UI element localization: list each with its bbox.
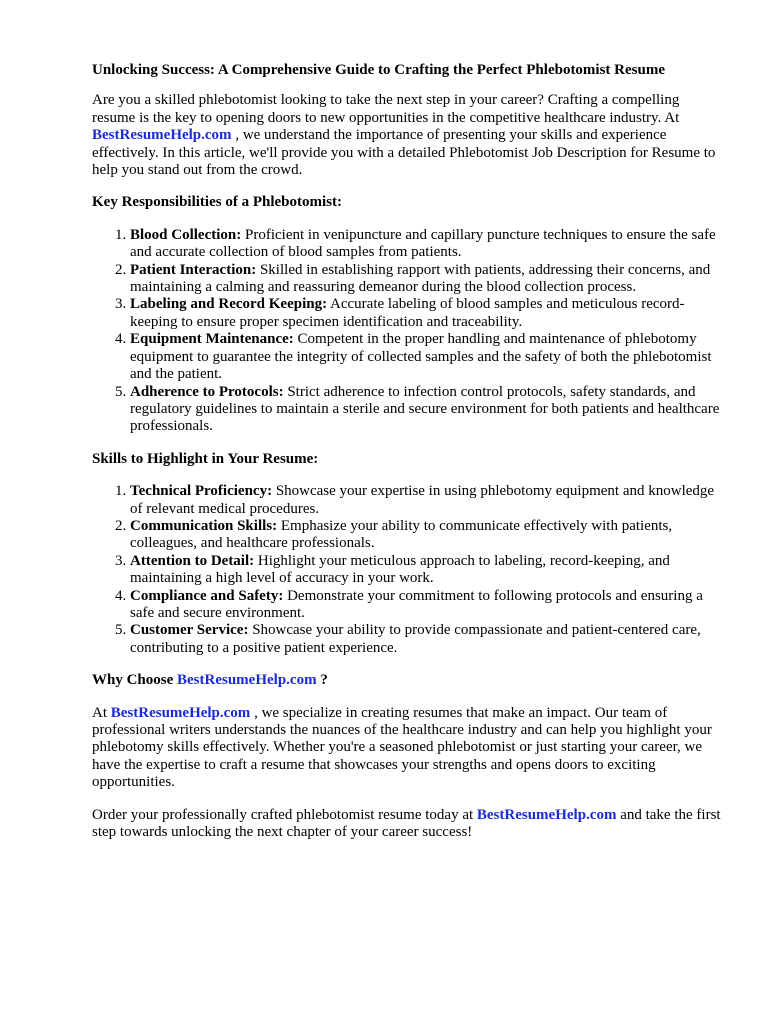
list-item-text: Emphasize your ability to communicate effectively with patients, colleagues, and healthcare professionals. [130, 517, 673, 552]
list-item-term: Blood Collection: [130, 226, 242, 243]
list-item-term: Technical Proficiency: [130, 483, 273, 500]
why-choose-heading [92, 672, 722, 689]
list-item-text: Accurate labeling of blood samples and meticulous record-keeping to ensure proper specimen identification and traceability. [130, 296, 685, 330]
list-item-text: Proficient in venipuncture and capillary puncture techniques to ensure the safe and accurate collection of blood samples from patients. [130, 226, 716, 261]
list-item [130, 331, 722, 383]
list-item [130, 384, 722, 436]
intro-link[interactable]: BestResumeHelp.com [92, 127, 232, 144]
intro-text-after: , we understand the importance of presenting your skills and experience effectively. In this article, we'll provide you with a detailed Phlebotomist Job Description for Resume to help you stand out from the crowd. [92, 127, 716, 179]
why-heading-after: ? [316, 672, 328, 689]
list-item [130, 518, 722, 553]
list-item-text: Strict adherence to infection control protocols, safety standards, and regulatory guidelines to maintain a sterile and secure environment for both patients and healthcare professionals. [130, 383, 720, 435]
list-item-text: Showcase your expertise in using phlebotomy equipment and knowledge of relevant medical procedures. [130, 483, 715, 517]
list-item-text: Demonstrate your commitment to following protocols and ensuring a safe and secure environment. [130, 587, 703, 621]
list-item-term: Equipment Maintenance: [130, 331, 294, 348]
responsibilities-list [92, 227, 722, 436]
responsibilities-heading: Key Responsibilities of a Phlebotomist: [92, 194, 342, 211]
why-text-after: , we specialize in creating resumes that make an impact. Our team of professional writers understands the nuances of the healthcare industry and can help you highlight your phlebotomy skills effectively. Whether you're a seasoned phlebotomist or just starting your career, we have the expertise to craft a resume that showcases your strengths and opens doors to exciting opportunities. [92, 704, 712, 791]
list-item [130, 483, 722, 518]
list-item-term: Labeling and Record Keeping: [130, 296, 328, 313]
document-body [92, 62, 722, 856]
skills-list [92, 483, 722, 657]
list-item-term: Communication Skills: [130, 517, 278, 534]
list-item [130, 262, 722, 297]
list-item-text: Highlight your meticulous approach to labeling, record-keeping, and maintaining a high level of accuracy in your work. [130, 552, 670, 587]
list-item-text: Skilled in establishing rapport with patients, addressing their concerns, and maintaining a calming and reassuring demeanor during the blood collection process. [130, 261, 711, 296]
list-item [130, 553, 722, 588]
list-item-term: Adherence to Protocols: [130, 383, 284, 400]
list-item-term: Patient Interaction: [130, 261, 257, 278]
skills-heading: Skills to Highlight in Your Resume: [92, 450, 319, 467]
closing-text-after: and take the first step towards unlocking the next chapter of your career success! [92, 806, 721, 841]
list-item-term: Attention to Detail: [130, 552, 255, 569]
why-choose-paragraph [92, 705, 722, 792]
why-text-before: At [92, 704, 111, 721]
list-item [130, 296, 722, 331]
why-heading-link[interactable]: BestResumeHelp.com [177, 672, 317, 689]
list-item-text: Competent in the proper handling and maintenance of phlebotomy equipment to guarantee the integrity of collected samples and the safety of both the phlebotomist and the patient. [130, 331, 712, 383]
list-item [130, 588, 722, 623]
list-item [130, 622, 722, 657]
page-title: Unlocking Success: A Comprehensive Guide to Crafting the Perfect Phlebotomist Resume [92, 62, 666, 78]
list-item [130, 227, 722, 262]
intro-paragraph [92, 92, 722, 179]
list-item-term: Customer Service: [130, 622, 249, 639]
closing-paragraph [92, 807, 722, 842]
intro-text-before: Are you a skilled phlebotomist looking to take the next step in your career? Crafting a compelling resume is the key to opening doors to new opportunities in the competitive healthcare industry. At [92, 92, 680, 126]
list-item-text: Showcase your ability to provide compassionate and patient-centered care, contributing to a positive patient experience. [130, 622, 701, 656]
list-item-term: Compliance and Safety: [130, 587, 284, 604]
closing-text-before: Order your professionally crafted phlebotomist resume today at [92, 806, 477, 823]
closing-link[interactable]: BestResumeHelp.com [476, 806, 617, 823]
why-paragraph-link[interactable]: BestResumeHelp.com [110, 704, 251, 721]
why-heading-before: Why Choose [92, 672, 178, 689]
